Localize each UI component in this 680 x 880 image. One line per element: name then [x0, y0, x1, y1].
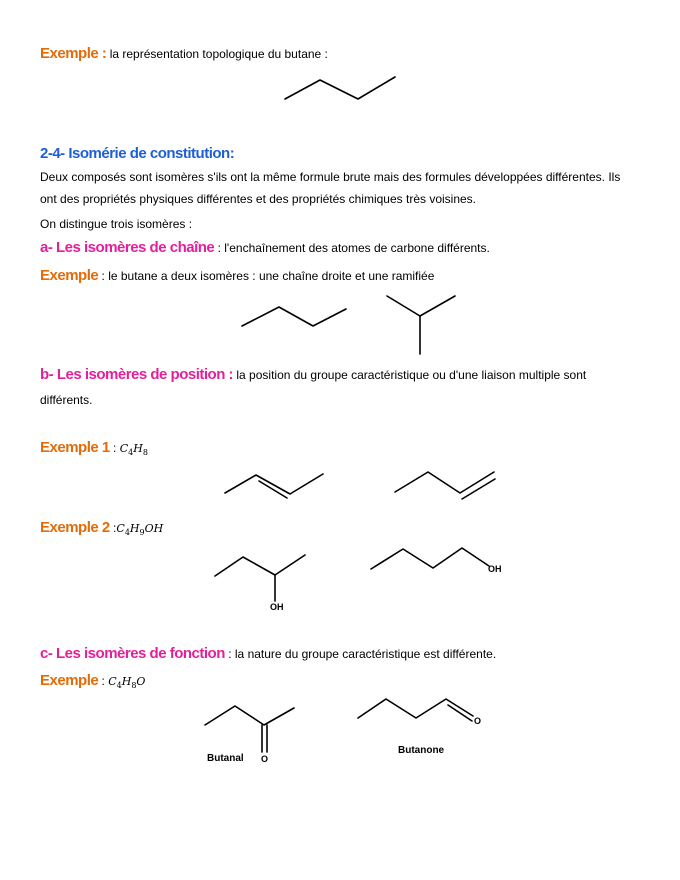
formula-subscript: 9	[139, 528, 145, 538]
formula-subscript: 8	[131, 681, 137, 691]
chain-example-text: : le butane a deux isomères : une chaîne droite et une ramifiée	[98, 269, 435, 283]
formula-subscript: 4	[124, 528, 130, 538]
formula-subscript: 4	[128, 448, 134, 458]
separator: :	[98, 674, 109, 688]
position-example-1-label: Exemple 1	[40, 439, 110, 456]
formula-part: C	[108, 675, 117, 688]
caption-butanal: Butanal	[207, 753, 244, 764]
oh-label-butan-1-ol: OH	[488, 564, 502, 574]
example-label: Exemple :	[40, 45, 107, 62]
formula-part: H	[133, 442, 143, 455]
oh-label-butan-2-ol: OH	[270, 602, 284, 612]
position-isomers-text-2: différents.	[40, 393, 93, 407]
formula-part: C	[119, 442, 129, 455]
example-text: la représentation topologique du butane :	[106, 47, 328, 61]
position-isomers-title: b- Les isomères de position :	[40, 366, 234, 383]
formula-part: H	[121, 675, 132, 688]
position-isomers-text: la position du groupe caractéristique ou d'une liaison multiple sont	[233, 368, 587, 382]
section-intro: On distingue trois isomères :	[40, 217, 193, 231]
formula-subscript: 8	[142, 448, 148, 458]
function-example-label: Exemple	[40, 672, 99, 689]
chain-isomers-title: a- Les isomères de chaîne	[40, 239, 215, 256]
position-example-2-label: Exemple 2	[40, 519, 110, 536]
formula-part: OH	[144, 522, 164, 535]
chain-isomers-text: : l'enchaînement des atomes de carbone différents.	[214, 241, 490, 255]
chain-example-label: Exemple	[40, 267, 99, 284]
o-label-ketone: O	[261, 754, 269, 764]
separator: :	[109, 521, 117, 535]
formula-part: C	[116, 522, 125, 535]
formula-part: H	[129, 522, 140, 535]
function-isomers-text: : la nature du groupe caractéristique est différente.	[224, 647, 497, 661]
o-label-aldehyde: O	[474, 716, 482, 726]
separator: :	[109, 441, 120, 455]
section-paragraph: Deux composés sont isomères s'ils ont la même formule brute mais des formules développées différentes. Ils ont des propriétés physiques différentes et des propriétés chimiques très voisines.	[40, 170, 621, 206]
section-title: 2-4- Isomérie de constitution:	[40, 145, 235, 162]
formula-part: O	[136, 675, 146, 688]
function-isomers-title: c- Les isomères de fonction	[40, 645, 225, 662]
formula-subscript: 4	[116, 681, 122, 691]
caption-butanone: Butanone	[398, 745, 445, 756]
